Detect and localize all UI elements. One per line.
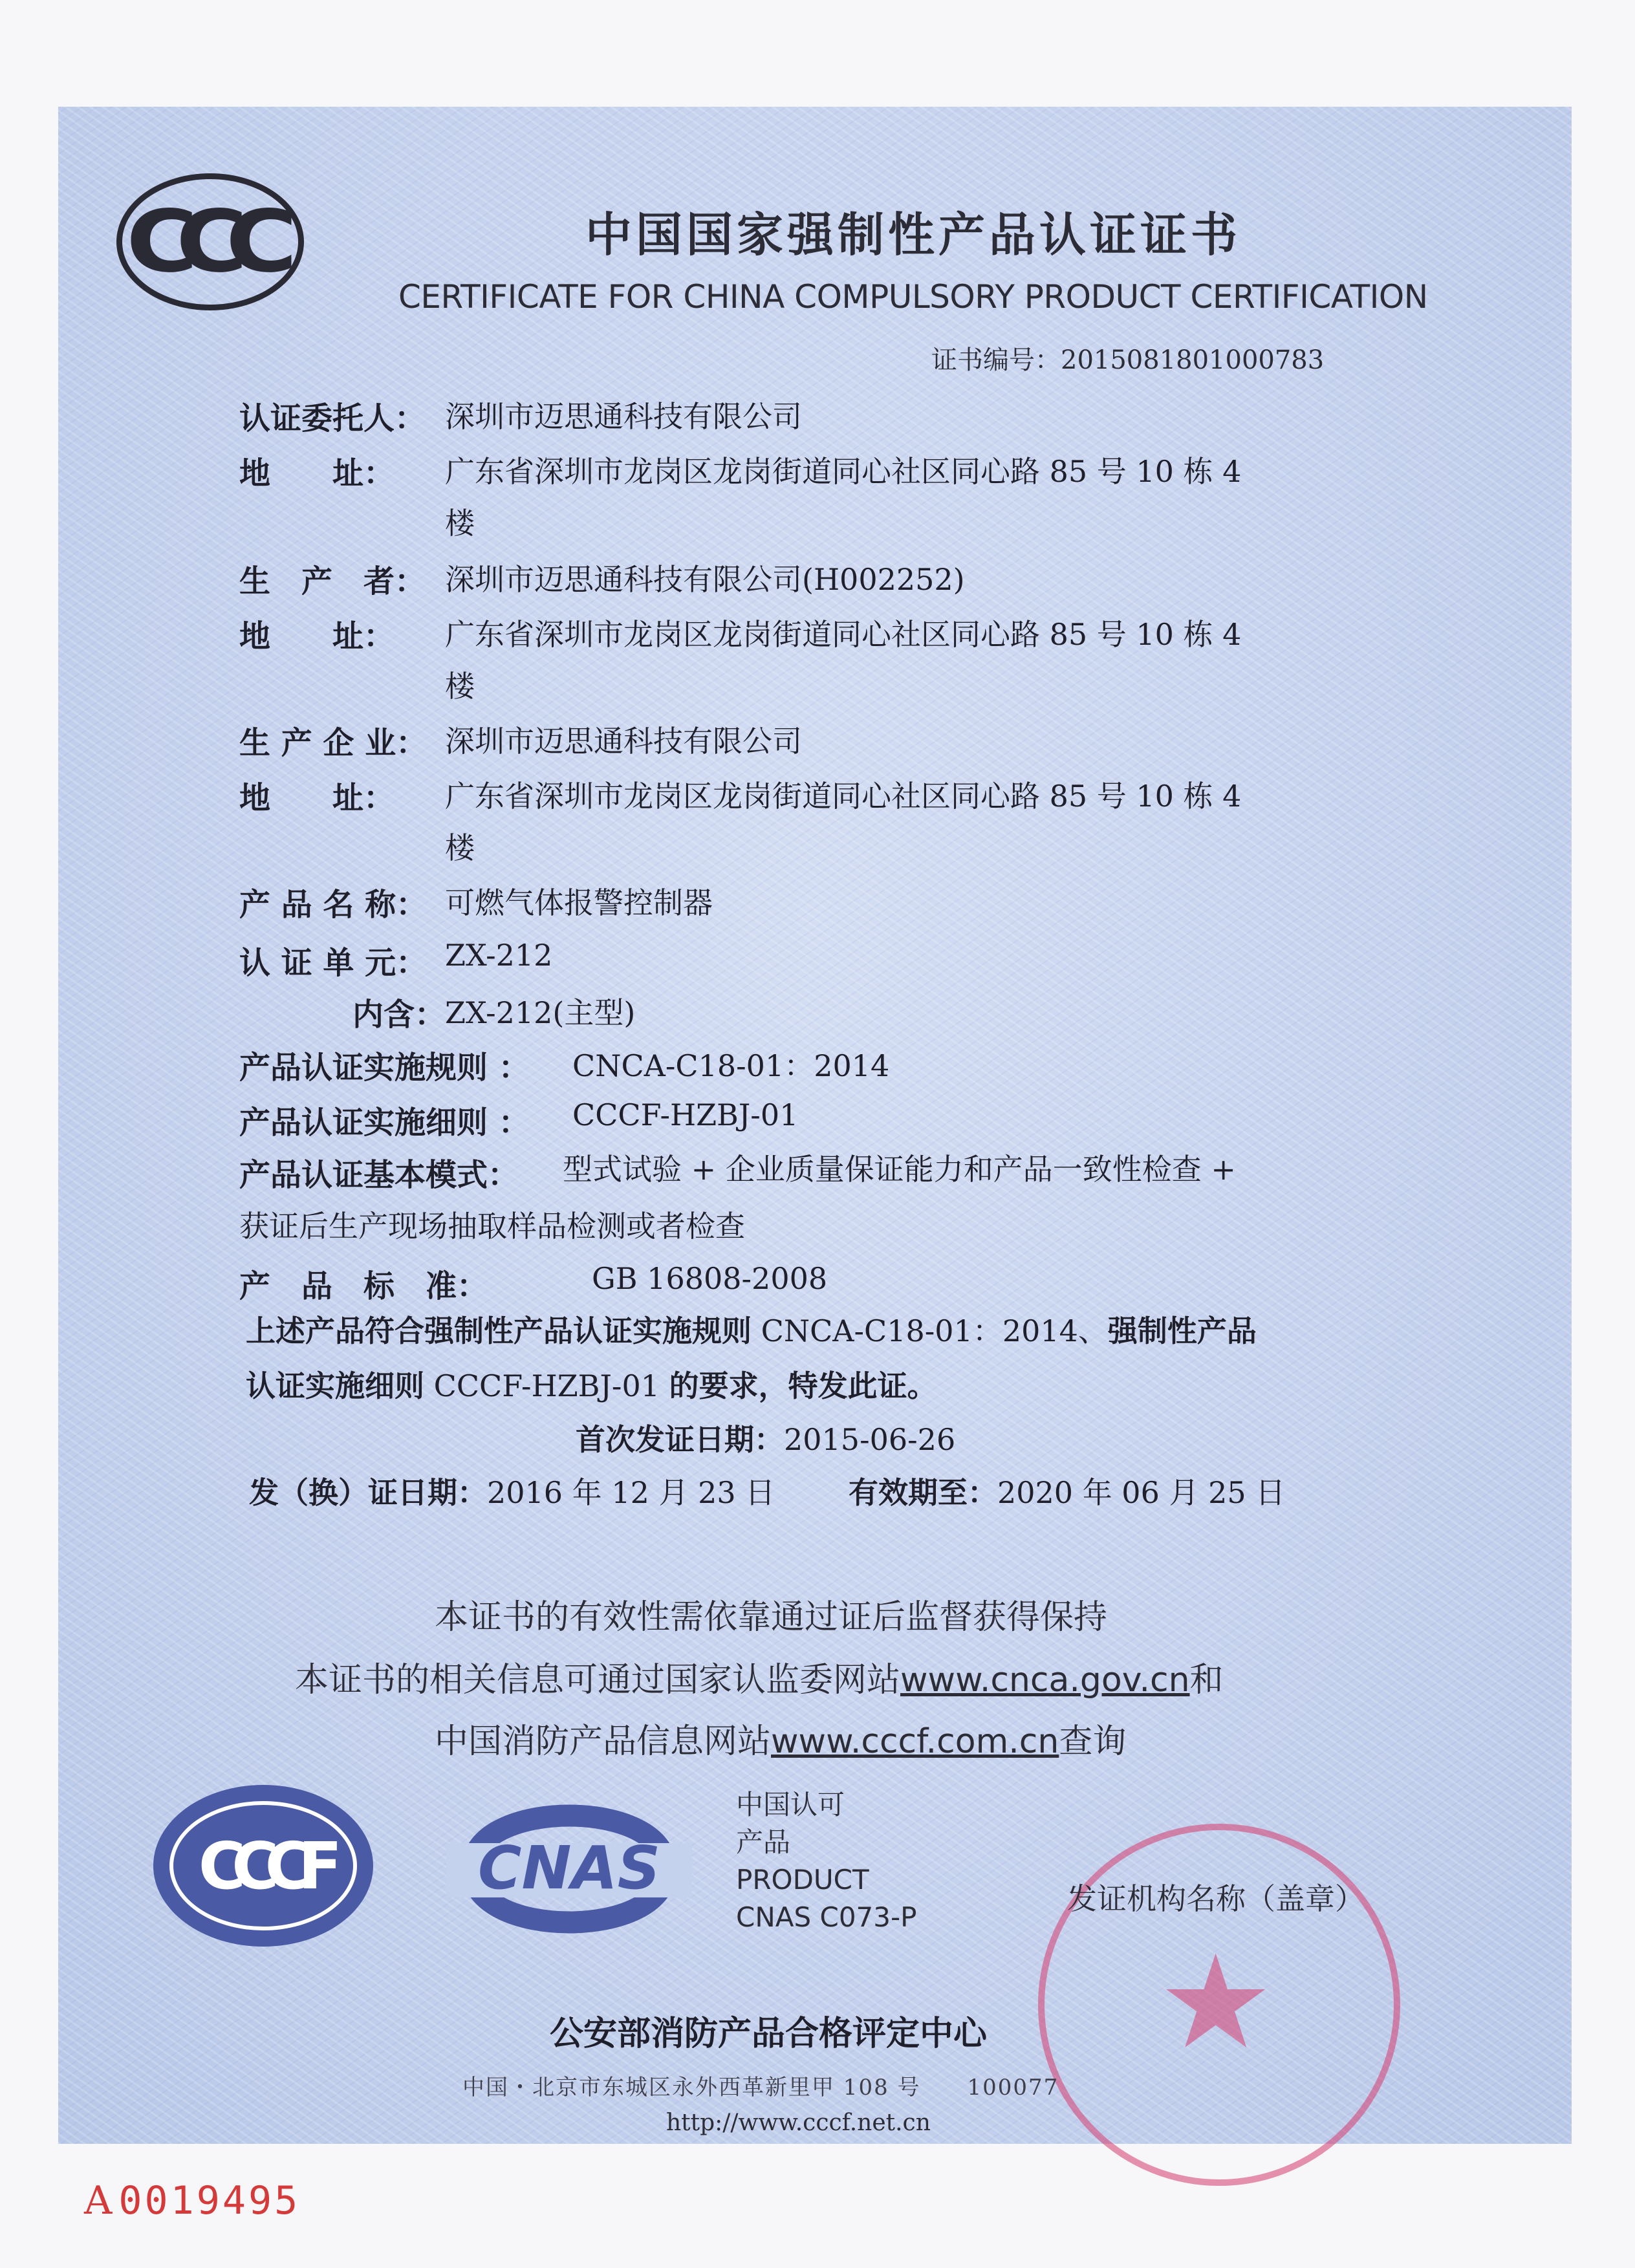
conformity-line2-b: CCCF-HZBJ-01: [424, 1368, 669, 1403]
cert-unit-label: 认 证 单 元：: [239, 945, 428, 981]
cnca-website-link[interactable]: www.cnca.gov.cn: [900, 1661, 1190, 1700]
ccc-logo-text: CCC: [125, 192, 276, 292]
info-note-line2-a: 本证书的相关信息可通过国家认监委网站: [295, 1661, 901, 1700]
validity-note: 本证书的有效性需依靠通过证后监督获得保持: [435, 1598, 1108, 1637]
manufacturer-value: 深圳市迈思通科技有限公司(H002252): [445, 562, 965, 597]
cnas-logo-text: CNAS: [478, 1833, 660, 1903]
standard-value: GB 16808-2008: [592, 1261, 828, 1296]
certificate-title-en: CERTIFICATE FOR CHINA COMPULSORY PRODUCT CERTIFICATION: [398, 278, 1428, 316]
ccc-mark-logo: [116, 173, 304, 310]
issue-value: 2016 年 12 月 23 日: [487, 1475, 775, 1510]
conformity-line1: [246, 1308, 1257, 1350]
impl-details-label: 产品认证实施细则 ：: [239, 1105, 530, 1141]
client-address-label: 地 址：: [239, 455, 395, 491]
impl-rules-value: CNCA-C18-01：2014: [572, 1048, 890, 1083]
info-note-line3-a: 中国消防产品信息网站: [435, 1722, 772, 1761]
first-issue-value: 2015-06-26: [784, 1422, 956, 1457]
certificate-number-label: 证书编号：: [931, 345, 1061, 375]
factory-label: 生 产 企 业：: [239, 725, 428, 761]
contains-label: 内含：: [352, 997, 446, 1033]
product-name-value: 可燃气体报警控制器: [445, 885, 713, 920]
manufacturer-address-line2: 楼: [445, 669, 475, 704]
standard-label: 产 品 标 准：: [239, 1268, 488, 1304]
issuer-label: 发证机构名称（盖章）: [1067, 1881, 1365, 1916]
conformity-line1-a: 上述产品符合强制性产品认证实施规则: [246, 1313, 752, 1348]
cccf-logo-text: CCCF: [169, 1801, 357, 1930]
contains-value: ZX-212(主型): [445, 995, 636, 1030]
manufacturer-address-line1: 广东省深圳市龙岗区龙岗街道同心社区同心路 85 号 10 栋 4: [445, 617, 1242, 652]
serial-number: 0019495: [118, 2178, 301, 2223]
cnas-line3: PRODUCT: [736, 1864, 869, 1895]
cnas-accreditation-text: [736, 1786, 916, 1936]
client-address-line1: 广东省深圳市龙岗区龙岗街道同心社区同心路 85 号 10 栋 4: [445, 454, 1242, 489]
info-note-line2-b: 和: [1189, 1661, 1224, 1700]
factory-value: 深圳市迈思通科技有限公司: [445, 724, 802, 759]
cnas-logo: [446, 1772, 692, 1960]
cccf-logo: [153, 1785, 373, 1947]
conformity-line2-c: 的要求，特发此证。: [669, 1368, 937, 1403]
manufacturer-label: 生 产 者：: [239, 563, 426, 599]
stamp-star-icon: ★: [1158, 1927, 1274, 2078]
info-note-line2: [295, 1652, 1224, 1701]
issuer-address: 中国・北京市东城区永外西革新里甲 108 号 100077: [462, 2075, 1059, 2101]
valid-until-label: 有效期至：: [849, 1475, 997, 1510]
product-name-label: 产 品 名 称：: [239, 887, 428, 923]
impl-rules-label: 产品认证实施规则 ：: [239, 1050, 530, 1086]
manufacturer-address-label: 地 址：: [239, 618, 395, 654]
client-label: 认证委托人：: [239, 400, 426, 437]
info-note-line3-b: 查询: [1059, 1722, 1127, 1761]
conformity-line2-a: 认证实施细则: [246, 1368, 424, 1403]
client-value: 深圳市迈思通科技有限公司: [445, 399, 802, 434]
cert-mode-line1: 型式试验 + 企业质量保证能力和产品一致性检查 +: [563, 1152, 1236, 1187]
certificate-title-cn: 中国国家强制性产品认证证书: [585, 208, 1242, 262]
factory-address-line1: 广东省深圳市龙岗区龙岗街道同心社区同心路 85 号 10 栋 4: [445, 779, 1242, 814]
client-address-line2: 楼: [445, 506, 475, 541]
serial-prefix: A: [84, 2178, 115, 2223]
cccf-website-link[interactable]: www.cccf.com.cn: [771, 1722, 1059, 1761]
impl-details-value: CCCF-HZBJ-01: [572, 1097, 799, 1132]
info-note-line3: [435, 1714, 1126, 1762]
cert-unit-value: ZX-212: [445, 938, 553, 973]
cert-mode-line2: 获证后生产现场抽取样品检测或者检查: [239, 1209, 745, 1244]
valid-until-value: 2020 年 06 月 25 日: [997, 1475, 1286, 1510]
cnas-line1: 中国认可: [736, 1789, 845, 1820]
conformity-line1-c: 强制性产品: [1107, 1313, 1257, 1348]
certificate-number: [931, 340, 1324, 376]
cert-mode-label: 产品认证基本模式：: [239, 1157, 519, 1193]
valid-until-date: [849, 1469, 1285, 1512]
issue-label: 发（换）证日期：: [249, 1475, 487, 1510]
cnas-line4: CNAS C073-P: [736, 1901, 917, 1933]
conformity-line1-b: CNCA-C18-01：2014、: [752, 1313, 1108, 1348]
certificate-number-value: 2015081801000783: [1061, 345, 1325, 375]
certificate-serial-number: [84, 2178, 300, 2223]
conformity-line2: [246, 1363, 937, 1405]
cnas-line2: 产品: [736, 1826, 791, 1858]
first-issue-date: [576, 1416, 955, 1459]
issuer-website[interactable]: http://www.cccf.net.cn: [666, 2110, 931, 2136]
issuer-name: 公安部消防产品合格评定中心: [550, 2014, 988, 2053]
issue-date: [249, 1469, 775, 1512]
factory-address-label: 地 址：: [239, 780, 395, 816]
factory-address-line2: 楼: [445, 830, 475, 865]
first-issue-label: 首次发证日期：: [576, 1422, 784, 1457]
